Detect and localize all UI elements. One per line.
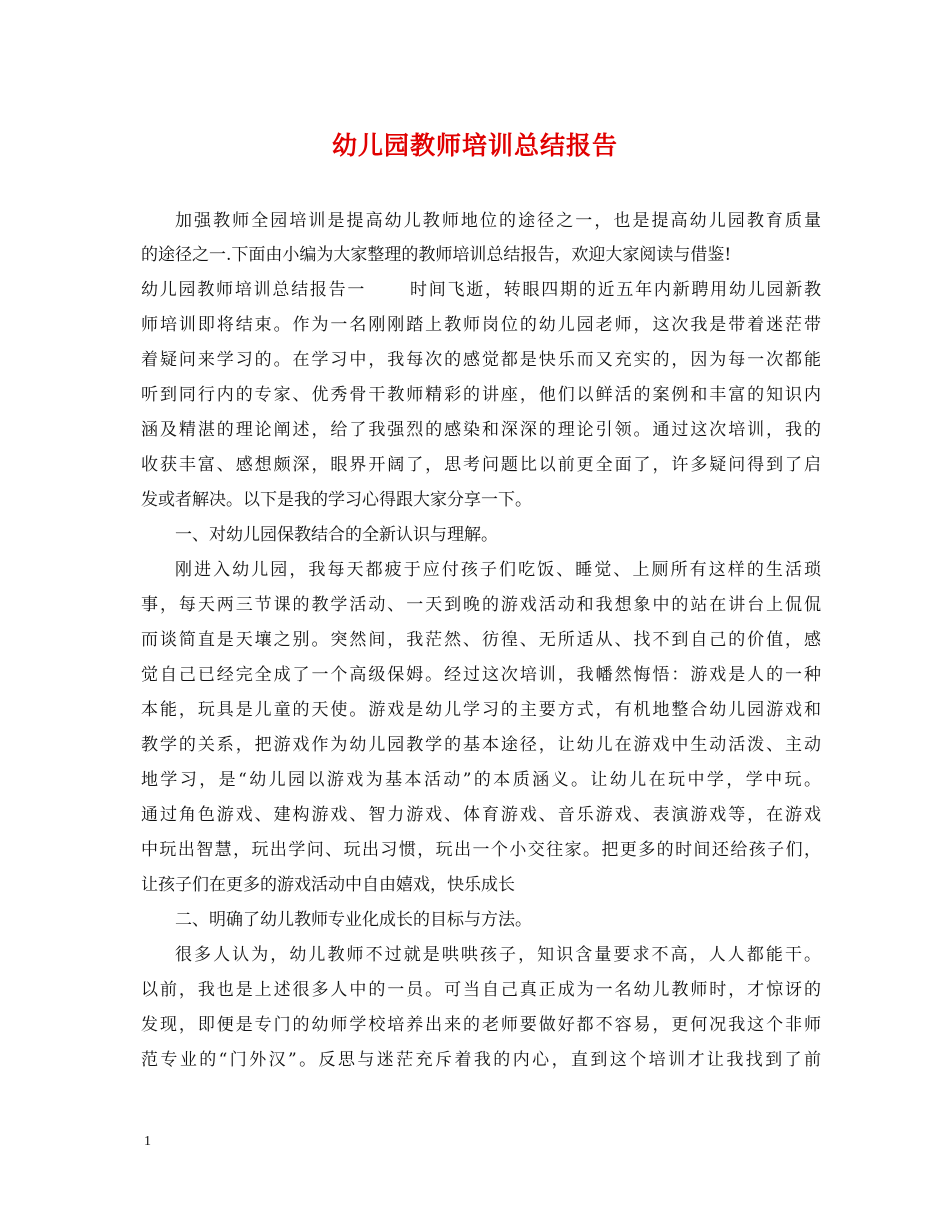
page-number: 1 <box>144 1134 151 1149</box>
section-heading-2: 二、明确了幼儿教师专业化成长的目标与方法。 <box>175 910 532 930</box>
body-line: 听到同行内的专家、优秀骨干教师精彩的讲座，他们以鲜活的案例和丰富的知识内 <box>141 385 821 405</box>
body-line: 师培训即将结束。作为一名刚刚踏上教师岗位的幼儿园老师，这次我是带着迷茫带 <box>141 315 821 335</box>
body-line: 中玩出智慧，玩出学问、玩出习惯，玩出一个小交往家。把更多的时间还给孩子们， <box>141 840 821 860</box>
body-line: 收获丰富、感想颇深，眼界开阔了，思考问题比以前更全面了，许多疑问得到了启 <box>141 455 821 475</box>
body-line: 的途径之一.下面由小编为大家整理的教师培训总结报告，欢迎大家阅读与借鉴! <box>141 245 732 265</box>
document-title: 幼儿园教师培训总结报告 <box>331 131 618 160</box>
body-line: 而谈简直是天壤之别。突然间，我茫然、彷徨、无所适从、找不到自己的价值，感 <box>141 630 821 650</box>
body-line: 发现，即便是专门的幼师学校培养出来的老师要做好都不容易，更何况我这个非师 <box>141 1015 821 1035</box>
body-line: 本能，玩具是儿童的天使。游戏是幼儿学习的主要方式，有机地整合幼儿园游戏和 <box>141 700 821 720</box>
body-line: 很多人认为，幼儿教师不过就是哄哄孩子，知识含量要求不高，人人都能干。 <box>175 945 821 965</box>
body-line: 以前，我也是上述很多人中的一员。可当自己真正成为一名幼儿教师时，才惊讶的 <box>141 980 821 1000</box>
body-line: 刚进入幼儿园，我每天都疲于应付孩子们吃饭、睡觉、上厕所有这样的生活琐 <box>175 560 821 580</box>
body-line: 地学习，是“幼儿园以游戏为基本活动”的本质涵义。让幼儿在玩中学，学中玩。 <box>141 770 821 790</box>
body-line: 教学的关系，把游戏作为幼儿园教学的基本途径，让幼儿在游戏中生动活泼、主动 <box>141 735 821 755</box>
body-text: 时间飞逝，转眼四期的近五年内新聘用幼儿园新教 <box>408 280 822 300</box>
body-line: 加强教师全园培训是提高幼儿教师地位的途径之一，也是提高幼儿园教育质量 <box>175 211 821 231</box>
body-line <box>141 278 821 302</box>
body-line: 让孩子们在更多的游戏活动中自由嬉戏，快乐成长 <box>141 875 515 895</box>
section-heading-1: 一、对幼儿园保教结合的全新认识与理解。 <box>175 525 498 545</box>
body-line: 范专业的“门外汉”。反思与迷茫充斥着我的内心，直到这个培训才让我找到了前 <box>141 1050 821 1070</box>
body-line: 发或者解决。以下是我的学习心得跟大家分享一下。 <box>141 490 532 510</box>
body-line: 着疑问来学习的。在学习中，我每次的感觉都是快乐而又充实的，因为每一次都能 <box>141 350 821 370</box>
body-line: 涵及精湛的理论阐述，给了我强烈的感染和深深的理论引领。通过这次培训，我的 <box>141 420 821 440</box>
body-line: 通过角色游戏、建构游戏、智力游戏、体育游戏、音乐游戏、表演游戏等，在游戏 <box>141 805 821 825</box>
report-heading: 幼儿园教师培训总结报告一 <box>141 280 367 300</box>
body-line: 事，每天两三节课的教学活动、一天到晚的游戏活动和我想象中的站在讲台上侃侃 <box>141 595 821 615</box>
body-line: 觉自己已经完全成了一个高级保姆。经过这次培训，我幡然悔悟：游戏是人的一种 <box>141 665 821 685</box>
